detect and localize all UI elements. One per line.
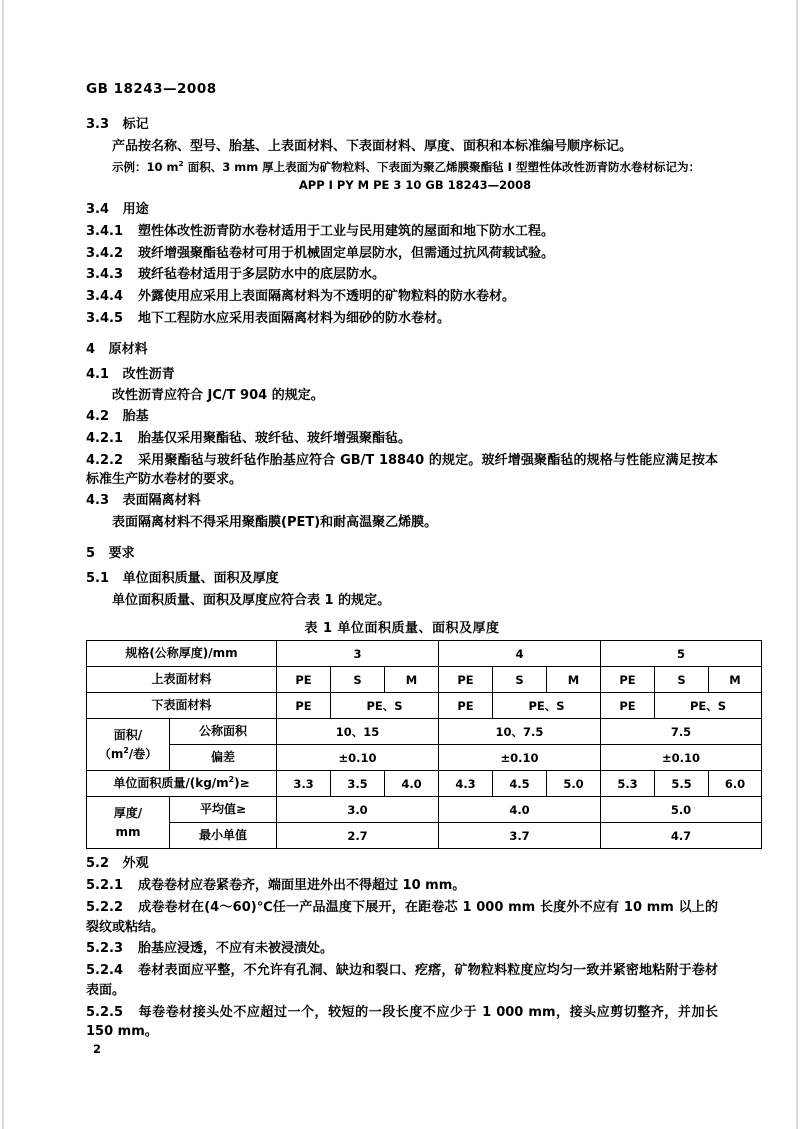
cell-mass-9: 6.0 xyxy=(709,771,762,797)
clause-5-2-5 xyxy=(86,1003,718,1043)
clause-title: 标记 xyxy=(122,117,149,132)
clause-number: 3.4.2 xyxy=(86,245,124,261)
cell-area-dev-3: ±0.10 xyxy=(277,745,439,771)
cell-upper-6: M xyxy=(547,667,601,693)
table-row-unit-mass xyxy=(87,771,762,797)
example-text-a: 10 m xyxy=(146,159,179,174)
cell-mass-4: 4.3 xyxy=(439,771,493,797)
area-label-line2: （$m^2/$卷） xyxy=(98,745,158,761)
cell-area-nominal-3: 10、15 xyxy=(277,719,439,745)
clause-heading-3-3 xyxy=(86,116,718,135)
cell-mass-2: 3.5 xyxy=(331,771,385,797)
clause-5-1-body: 单位面积质量、面积及厚度应符合表 1 的规定。 xyxy=(112,592,391,608)
clause-text: 玻纤毡卷材适用于多层防水中的底层防水。 xyxy=(138,267,386,283)
cell-lower-6: PE、S xyxy=(655,693,762,719)
cell-lower-5: PE xyxy=(601,693,655,719)
thickness-label-line1: 厚度/ xyxy=(113,806,143,821)
page-edge-right xyxy=(796,0,798,1129)
section-heading-4 xyxy=(86,341,718,360)
cell-spec-5: 5 xyxy=(601,641,762,667)
section-title: 原材料 xyxy=(108,341,148,357)
cell-spec-4: 4 xyxy=(439,641,601,667)
cell-area-nominal-label: 公称面积 xyxy=(170,719,277,745)
clause-number: 5.2.3 xyxy=(86,941,124,957)
cell-mass-3: 4.0 xyxy=(385,771,439,797)
cell-thickness-avg-4: 4.0 xyxy=(439,797,601,823)
clause-4-2-1 xyxy=(86,429,718,449)
cell-mass-1: 3.3 xyxy=(277,771,331,797)
clause-5-2-3 xyxy=(86,939,718,959)
example-superscript: 2 xyxy=(178,158,184,168)
section-heading-5 xyxy=(86,545,718,564)
clause-number: 3.4.3 xyxy=(86,267,124,283)
clause-heading-5-1 xyxy=(86,570,718,589)
cell-thickness-min-4: 3.7 xyxy=(439,823,601,849)
table-row-spec xyxy=(87,641,762,667)
table-row-upper-material xyxy=(87,667,762,693)
cell-lower-2: PE、S xyxy=(331,693,439,719)
clause-number: 5.2 xyxy=(86,856,110,872)
clause-heading-5-2 xyxy=(86,855,718,874)
clause-number: 3.4 xyxy=(86,202,110,218)
clause-4-1-body: 改性沥青应符合 JC/T 904 的规定。 xyxy=(112,388,324,404)
cell-area-dev-4: ±0.10 xyxy=(439,745,601,771)
cell-thickness-avg-label: 平均值≥ xyxy=(170,797,277,823)
table-row-thickness-minimum xyxy=(87,823,762,849)
clause-text: 成卷卷材应卷紧卷齐，端面里进外出不得超过 10 mm。 xyxy=(138,878,466,894)
clause-5-2-4 xyxy=(86,961,718,1001)
clause-number: 4.3 xyxy=(86,493,110,509)
clause-text: 塑性体改性沥青防水卷材适用于工业与民用建筑的屋面和地下防水工程。 xyxy=(138,223,555,239)
clause-title: 胎基 xyxy=(122,409,149,425)
clause-number: 4.1 xyxy=(86,366,110,382)
clause-heading-4-3 xyxy=(86,492,718,511)
clause-3-4-3 xyxy=(86,265,718,285)
table-1-spec xyxy=(86,640,762,849)
table-row-area-nominal xyxy=(87,719,762,745)
clause-title: 表面隔离材料 xyxy=(122,493,201,509)
clause-heading-3-4 xyxy=(86,201,718,220)
cell-lower-4: PE、S xyxy=(493,693,601,719)
cell-spec-label: 规格(公称厚度)/mm xyxy=(87,641,277,667)
clause-number: 4.2.2 xyxy=(86,452,124,468)
section-title: 要求 xyxy=(108,545,135,561)
cell-area-label xyxy=(87,719,170,771)
clause-3-3-example xyxy=(86,159,718,176)
clause-heading-4-2 xyxy=(86,408,718,427)
cell-area-dev-label: 偏差 xyxy=(170,745,277,771)
running-head-standard-number: GB 18243—2008 xyxy=(86,81,217,97)
cell-mass-label: 单位面积质量$/(kg/m^2)\ge$ xyxy=(87,771,277,797)
clause-text: 成卷卷材在(4～60)℃任一产品温度下展开，在距卷芯 1 000 mm 长度外不应有 10 mm 以上的裂纹或粘结。 xyxy=(86,899,718,935)
cell-mass-7: 5.3 xyxy=(601,771,655,797)
clause-number: 5.1 xyxy=(86,570,110,586)
cell-lower-1: PE xyxy=(277,693,331,719)
clause-5-2-1 xyxy=(86,876,718,896)
example-text-b: 面积、3 mm 厚上表面为矿物粒料、下表面为聚乙烯膜聚酯毡 I 型塑性体改性沥青防水卷材标记为： xyxy=(183,159,700,174)
clause-3-4-4 xyxy=(86,287,718,307)
cell-thickness-min-label: 最小单值 xyxy=(170,823,277,849)
mass-unit-superscript: 2 xyxy=(228,775,235,785)
example-label: 示例： xyxy=(112,159,147,174)
clause-text: 玻纤增强聚酯毡卷材可用于机械固定单层防水，但需通过抗风荷载试验。 xyxy=(138,245,555,261)
clause-text: 胎基仅采用聚酯毡、玻纤毡、玻纤增强聚酯毡。 xyxy=(138,430,412,446)
clause-number: 3.4.5 xyxy=(86,310,124,326)
clause-4-3-body: 表面隔离材料不得采用聚酯膜(PET)和耐高温聚乙烯膜。 xyxy=(112,515,438,531)
clause-3-4-1 xyxy=(86,222,718,242)
cell-thickness-avg-3: 3.0 xyxy=(277,797,439,823)
clause-number: 3.4.1 xyxy=(86,223,124,239)
clause-text: 采用聚酯毡与玻纤毡作胎基应符合 GB/T 18840 的规定。玻纤增强聚酯毡的规格与性能应满足按本标准生产防水卷材的要求。 xyxy=(86,452,718,488)
clause-number: 5.2.4 xyxy=(86,963,124,979)
cell-upper-4: PE xyxy=(439,667,493,693)
clause-number: 5.2.1 xyxy=(86,878,124,894)
cell-thickness-avg-5: 5.0 xyxy=(601,797,762,823)
cell-upper-1: PE xyxy=(277,667,331,693)
clause-title: 改性沥青 xyxy=(122,366,175,382)
page-folio: 2 xyxy=(93,1042,102,1056)
cell-area-nominal-4: 10、7.5 xyxy=(439,719,601,745)
clause-text: 外露使用应采用上表面隔离材料为不透明的矿物粒料的防水卷材。 xyxy=(138,289,516,305)
table-row-thickness-average xyxy=(87,797,762,823)
area-unit-superscript: 2 xyxy=(123,745,129,755)
clause-title: 单位面积质量、面积及厚度 xyxy=(122,570,279,586)
clause-4-2-2 xyxy=(86,451,718,491)
clause-text: 每卷卷材接头处不应超过一个，较短的一段长度不应少于 1 000 mm，接头应剪切整齐，并加长 150 mm。 xyxy=(86,1004,718,1040)
cell-upper-5: S xyxy=(493,667,547,693)
table-1-caption: 表 1 单位面积质量、面积及厚度 xyxy=(304,621,500,637)
clause-text: 卷材表面应平整，不允许有孔洞、缺边和裂口、疙瘩，矿物粒料粒度应均匀一致并紧密地粘附于卷材表面。 xyxy=(86,963,718,998)
cell-upper-3: M xyxy=(385,667,439,693)
thickness-label-line2: mm xyxy=(115,824,141,839)
clause-number: 5.2.5 xyxy=(86,1004,124,1020)
cell-upper-9: M xyxy=(709,667,762,693)
cell-lower-3: PE xyxy=(439,693,493,719)
clause-number: 3.3 xyxy=(86,117,110,132)
table-row-area-deviation xyxy=(87,745,762,771)
cell-upper-2: S xyxy=(331,667,385,693)
cell-upper-7: PE xyxy=(601,667,655,693)
cell-area-nominal-5: 7.5 xyxy=(601,719,762,745)
clause-number: 4.2.1 xyxy=(86,430,124,446)
cell-area-dev-5: ±0.10 xyxy=(601,745,762,771)
clause-3-3-body: 产品按名称、型号、胎基、上表面材料、下表面材料、厚度、面积和本标准编号顺序标记。 xyxy=(112,138,633,154)
clause-number: 4.2 xyxy=(86,409,110,425)
clause-3-4-5 xyxy=(86,309,718,329)
cell-mass-6: 5.0 xyxy=(547,771,601,797)
cell-upper-8: S xyxy=(655,667,709,693)
cell-thickness-label xyxy=(87,797,170,849)
cell-mass-8: 5.5 xyxy=(655,771,709,797)
section-number: 4 xyxy=(86,341,96,357)
clause-number: 3.4.4 xyxy=(86,289,124,305)
clause-title: 用途 xyxy=(122,202,149,218)
clause-5-2-2 xyxy=(86,898,718,938)
clause-text: 地下工程防水应采用表面隔离材料为细砂的防水卷材。 xyxy=(138,310,451,326)
clause-3-4-2 xyxy=(86,244,718,264)
page-edge-left xyxy=(2,0,4,1129)
cell-lower-label: 下表面材料 xyxy=(87,693,277,719)
clause-3-3-example-code: APP I PY M PE 3 10 GB 18243—2008 xyxy=(298,177,532,192)
cell-mass-5: 4.5 xyxy=(493,771,547,797)
cell-spec-3: 3 xyxy=(277,641,439,667)
section-number: 5 xyxy=(86,545,96,561)
clause-title: 外观 xyxy=(122,856,149,872)
document-body xyxy=(86,116,746,1044)
clause-number: 5.2.2 xyxy=(86,899,124,915)
cell-thickness-min-3: 2.7 xyxy=(277,823,439,849)
cell-upper-label: 上表面材料 xyxy=(87,667,277,693)
area-label-line1: 面积/ xyxy=(113,728,143,743)
clause-text: 胎基应浸透，不应有未被浸渍处。 xyxy=(138,941,334,957)
cell-thickness-min-5: 4.7 xyxy=(601,823,762,849)
clause-heading-4-1 xyxy=(86,366,718,385)
table-row-lower-material xyxy=(87,693,762,719)
